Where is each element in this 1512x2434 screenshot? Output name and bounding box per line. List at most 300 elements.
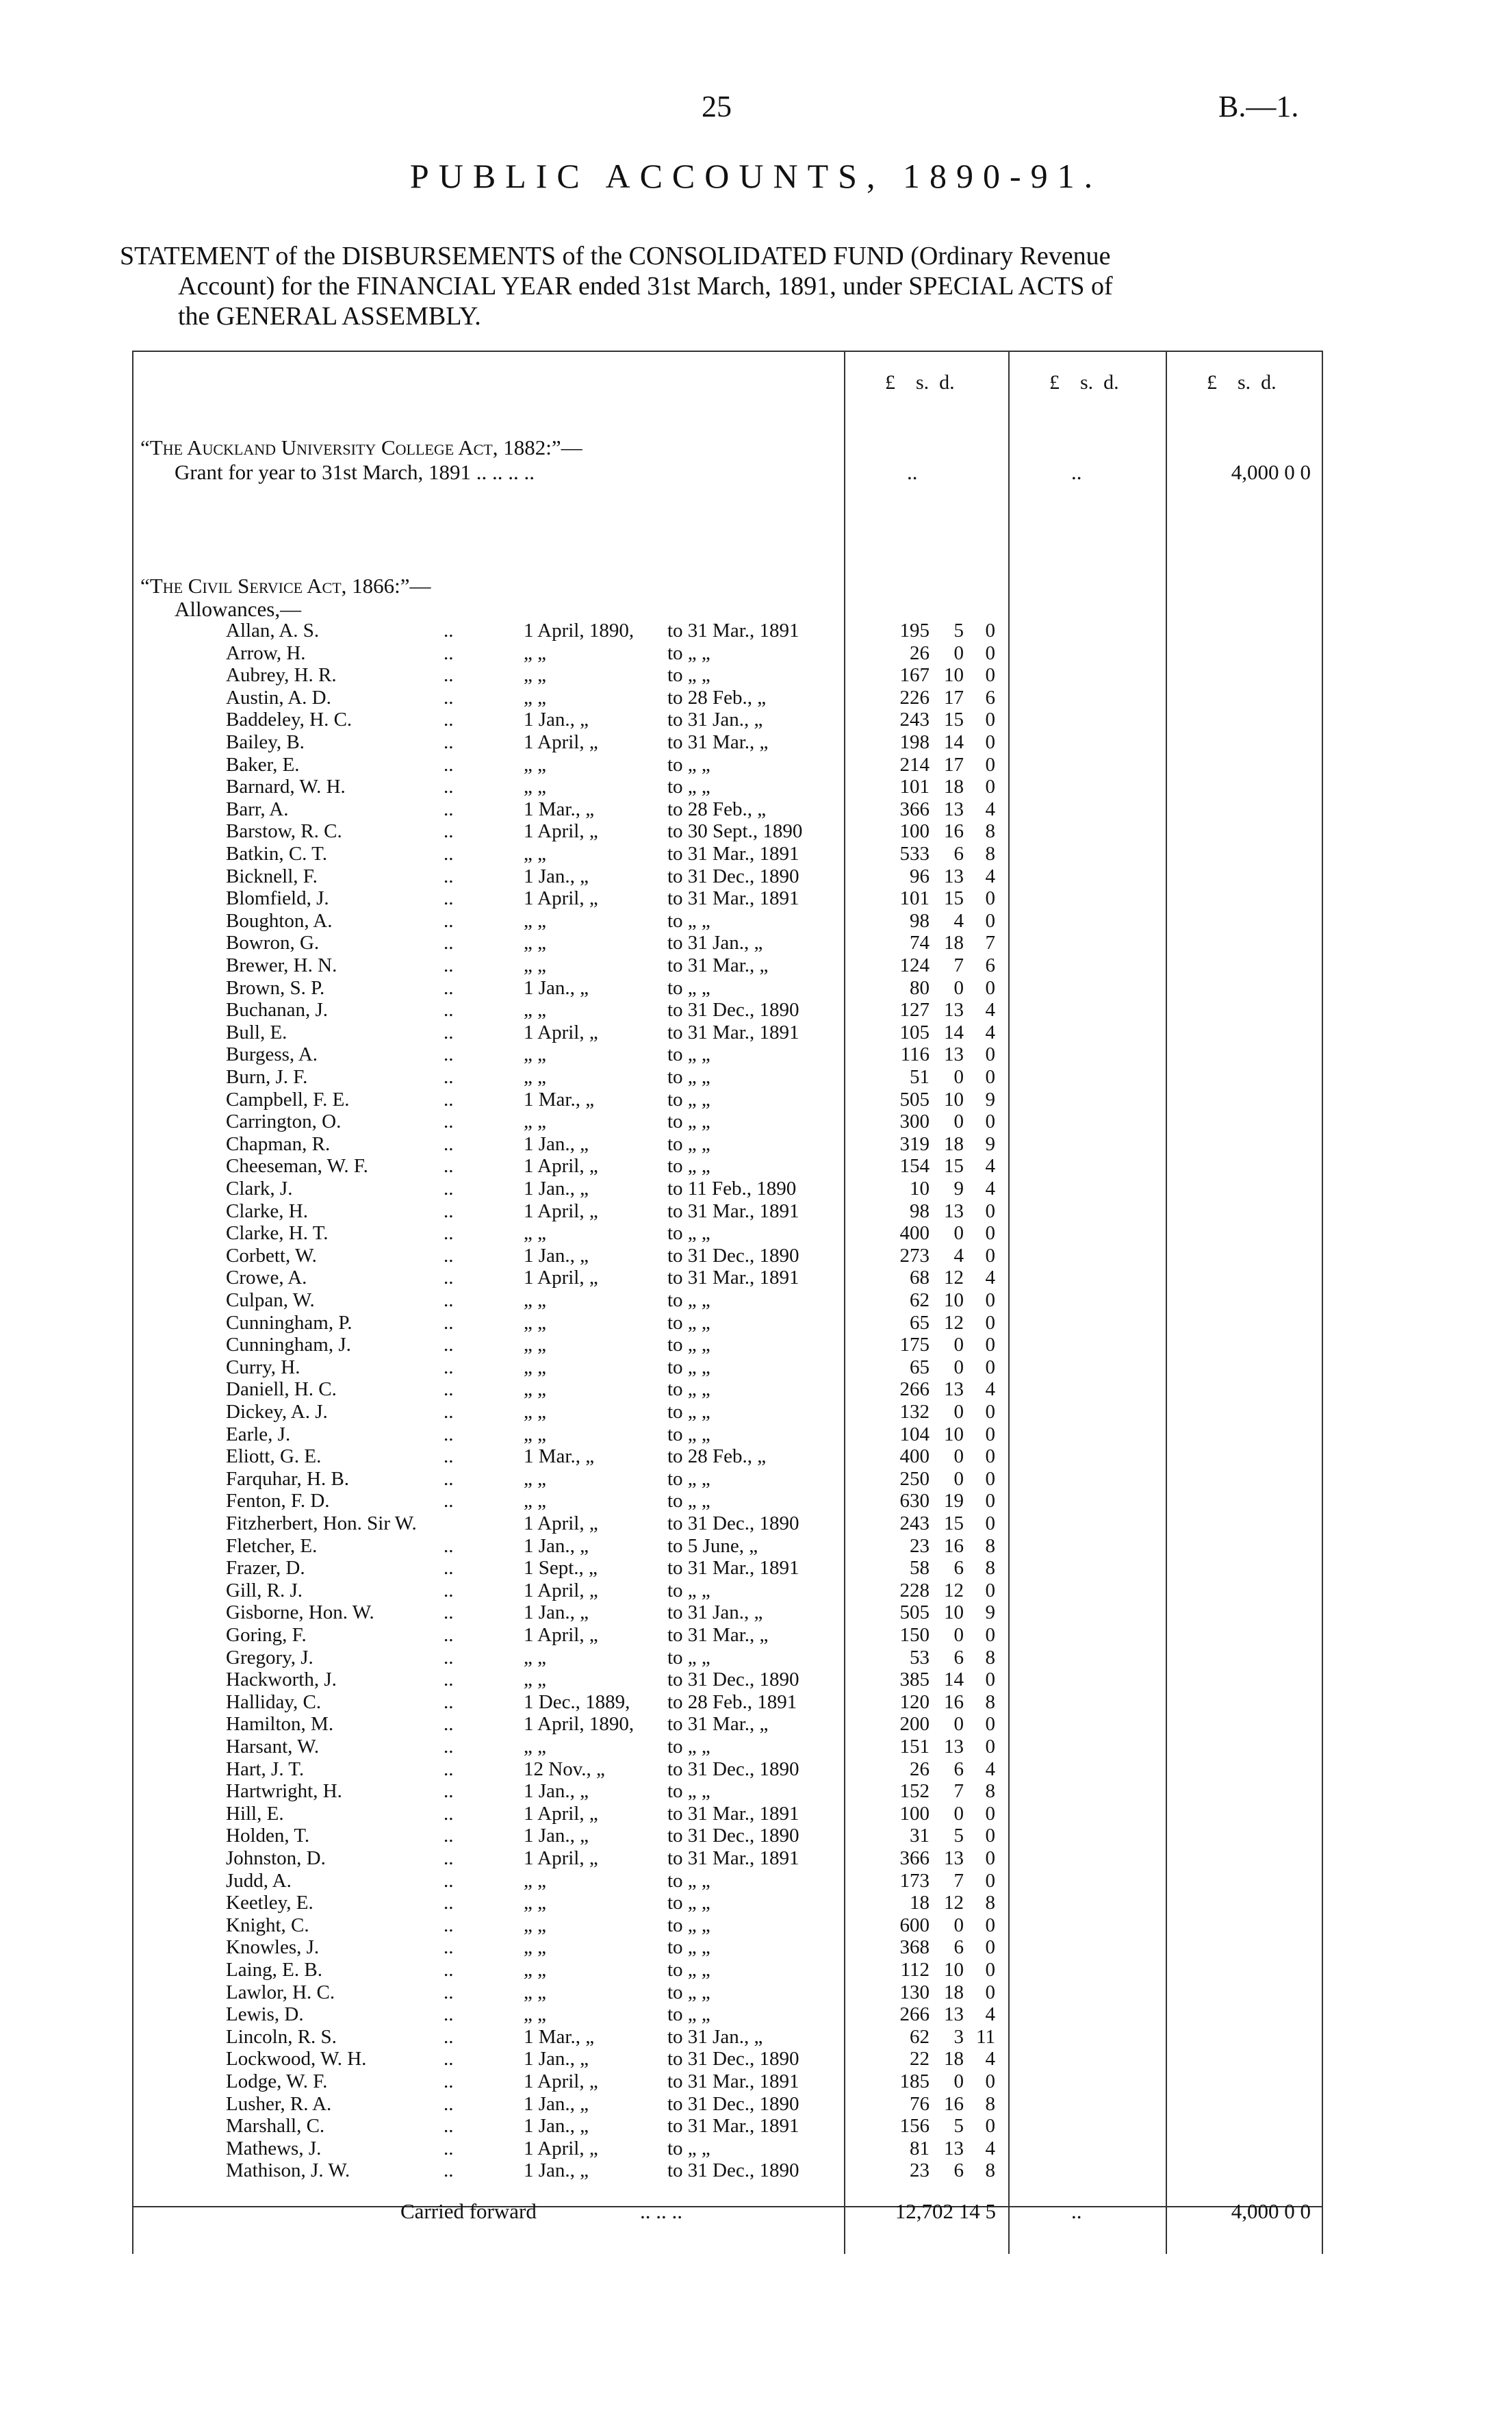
row-to: to „ „ [667,753,710,776]
row-pounds: 266 [899,1378,930,1401]
row-pence: 0 [985,1244,995,1267]
carried-forward-col2: .. [1071,2199,1082,2223]
row-name: Gisborne, Hon. W. [226,1601,374,1624]
auckland-dots-col2: .. [1071,460,1082,484]
row-dots: .. [444,1378,454,1401]
row-pence: 4 [985,999,995,1022]
row-name: Cheeseman, W. F. [226,1155,368,1178]
row-pounds: 195 [899,620,930,642]
row-name: Earle, J. [226,1423,291,1445]
row-pounds: 130 [899,1981,930,2003]
page-title: PUBLIC ACCOUNTS, 1890-91. [409,157,1103,195]
row-from: „ „ [524,686,546,709]
row-dots: .. [444,1802,454,1825]
row-pounds: 100 [899,820,930,843]
row-pence: 0 [985,1847,995,1869]
row-shillings: 4 [953,909,964,932]
row-pounds: 23 [910,1534,930,1557]
table-row [0,1691,1512,1714]
table-row [0,1914,1512,1937]
row-name: Baddeley, H. C. [226,709,353,731]
row-shillings: 7 [953,1869,964,1892]
row-to: to 31 Mar., „ [667,1713,769,1736]
row-pounds: 31 [910,1825,930,1847]
row-to: to „ „ [667,1936,710,1959]
row-pence: 0 [985,709,995,731]
row-dots: .. [444,1624,454,1646]
row-name: Brown, S. P. [226,976,325,999]
row-from: 1 Sept., „ [524,1557,598,1580]
row-from: 1 April, „ [524,887,598,910]
row-shillings: 9 [953,1178,964,1200]
row-pounds: 167 [899,664,930,687]
table-row [0,2159,1512,2182]
total-rule [132,2206,1323,2207]
row-shillings: 0 [953,1066,964,1088]
row-shillings: 0 [953,2070,964,2092]
row-from: 1 Jan., „ [524,2092,589,2115]
table-row [0,709,1512,731]
row-shillings: 14 [944,1669,964,1691]
row-name: Daniell, H. C. [226,1378,337,1401]
row-name: Arrow, H. [226,642,306,664]
table-row [0,1222,1512,1245]
row-from: „ „ [524,1378,546,1401]
row-pence: 0 [985,1445,995,1468]
row-name: Lewis, D. [226,2003,304,2026]
row-dots: .. [444,1132,454,1155]
row-from: „ „ [524,1981,546,2003]
row-shillings: 13 [944,1043,964,1066]
row-pounds: 22 [910,2048,930,2070]
carried-forward-col3: 4,000 0 0 [1231,2199,1311,2223]
row-shillings: 6 [953,1646,964,1669]
row-dots: .. [444,2025,454,2048]
row-from: 1 Jan., „ [524,1601,589,1624]
row-shillings: 13 [944,2137,964,2159]
row-name: Judd, A. [226,1869,292,1892]
row-shillings: 0 [953,1445,964,1468]
table-row [0,1825,1512,1847]
row-to: to 28 Feb., „ [667,1445,767,1468]
row-name: Hackworth, J. [226,1669,337,1691]
table-row [0,1043,1512,1066]
table-row [0,1624,1512,1647]
row-name: Carrington, O. [226,1111,342,1133]
row-pence: 0 [985,1802,995,1825]
row-name: Brewer, H. N. [226,954,337,976]
page-number: 25 [702,90,732,123]
row-to: to 28 Feb., „ [667,798,767,820]
row-pence: 0 [985,2070,995,2092]
row-name: Aubrey, H. R. [226,664,337,687]
table-row [0,1245,1512,1267]
row-pounds: 132 [899,1401,930,1423]
row-from: 1 Jan., „ [524,1534,589,1557]
row-from: 1 Jan., „ [524,2048,589,2070]
row-pence: 0 [985,1066,995,1088]
row-dots: .. [444,1267,454,1289]
row-dots: .. [444,1222,454,1245]
row-to: to 31 Mar., 1891 [667,1847,799,1869]
table-row [0,2138,1512,2160]
row-to: to „ „ [667,1981,710,2003]
row-shillings: 10 [944,1088,964,1111]
row-pence: 8 [985,1690,995,1713]
table-row [0,1892,1512,1914]
row-to: to „ „ [667,1111,710,1133]
row-shillings: 14 [944,731,964,753]
row-dots: .. [444,865,454,887]
table-row [0,687,1512,709]
row-shillings: 18 [944,1981,964,2003]
row-name: Keetley, E. [226,1892,313,1914]
row-pounds: 185 [899,2070,930,2092]
row-shillings: 10 [944,1601,964,1624]
row-pence: 0 [985,753,995,776]
row-name: Harsant, W. [226,1736,320,1758]
row-to: to „ „ [667,1222,710,1245]
row-pounds: 101 [899,776,930,798]
row-from: 1 April, „ [524,2070,598,2092]
row-from: „ „ [524,1289,546,1311]
row-pounds: 319 [899,1132,930,1155]
row-from: „ „ [524,753,546,776]
row-shillings: 5 [953,620,964,642]
row-to: to 31 Jan., „ [667,709,763,731]
row-name: Lockwood, W. H. [226,2048,367,2070]
row-from: „ „ [524,1646,546,1669]
row-shillings: 0 [953,1111,964,1133]
row-shillings: 12 [944,1311,964,1334]
row-to: to 31 Mar., 1891 [667,1267,799,1289]
row-pounds: 120 [899,1690,930,1713]
row-pounds: 366 [899,798,930,820]
row-pence: 8 [985,2092,995,2115]
row-to: to 31 Mar., „ [667,954,769,976]
row-to: to 31 Dec., 1890 [667,2048,799,2070]
row-dots: .. [444,1669,454,1691]
table-row [0,2115,1512,2138]
row-name: Barnard, W. H. [226,776,346,798]
row-from: 1 Jan., „ [524,976,589,999]
row-pounds: 112 [900,1959,930,1981]
row-name: Mathews, J. [226,2137,322,2159]
row-to: to „ „ [667,1646,710,1669]
row-from: „ „ [524,1111,546,1133]
row-pounds: 250 [899,1467,930,1490]
row-shillings: 6 [953,1758,964,1780]
row-from: „ „ [524,1869,546,1892]
row-to: to „ „ [667,976,710,999]
row-dots: .. [444,642,454,664]
row-name: Fletcher, E. [226,1534,318,1557]
row-pence: 0 [985,1401,995,1423]
row-shillings: 0 [953,1624,964,1646]
row-to: to 31 Mar., „ [667,1624,769,1646]
row-dots: .. [444,1758,454,1780]
table-row [0,1647,1512,1669]
row-pence: 0 [985,1869,995,1892]
row-pence: 0 [985,1579,995,1601]
row-shillings: 6 [953,1936,964,1959]
row-to: to „ „ [667,1043,710,1066]
table-row [0,1936,1512,1959]
table-row [0,1780,1512,1803]
row-dots: .. [444,1736,454,1758]
row-shillings: 18 [944,776,964,798]
row-from: 1 April, 1890, [524,620,635,642]
row-shillings: 7 [953,954,964,976]
row-shillings: 0 [953,976,964,999]
table-row [0,1468,1512,1491]
row-from: „ „ [524,1936,546,1959]
row-to: to „ „ [667,1378,710,1401]
row-from: 1 April, 1890, [524,1713,635,1736]
row-pence: 0 [985,1669,995,1691]
row-name: Lawlor, H. C. [226,1981,335,2003]
row-to: to „ „ [667,1311,710,1334]
row-name: Holden, T. [226,1825,310,1847]
row-from: 1 Jan., „ [524,709,589,731]
row-pence: 4 [985,1267,995,1289]
row-shillings: 18 [944,1132,964,1155]
auckland-dots-col1: .. [907,460,918,484]
row-from: „ „ [524,999,546,1022]
row-shillings: 16 [944,1534,964,1557]
row-from: 1 Jan., „ [524,2115,589,2138]
table-row [0,664,1512,687]
row-name: Boughton, A. [226,909,333,932]
row-dots: .. [444,1780,454,1803]
row-pence: 0 [985,2115,995,2138]
row-pounds: 400 [899,1222,930,1245]
table-row [0,1512,1512,1535]
row-pounds: 116 [900,1043,930,1066]
row-pence: 0 [985,1289,995,1311]
row-dots: .. [444,1155,454,1178]
row-dots: .. [444,1244,454,1267]
row-to: to „ „ [667,909,710,932]
row-pence: 0 [985,1624,995,1646]
row-to: to „ „ [667,1155,710,1178]
row-from: „ „ [524,642,546,664]
row-pounds: 228 [899,1579,930,1601]
row-name: Barstow, R. C. [226,820,342,843]
row-dots: .. [444,1111,454,1133]
row-pence: 0 [985,1311,995,1334]
row-from: „ „ [524,1222,546,1245]
row-from: 1 April, „ [524,1512,598,1534]
row-shillings: 15 [944,1512,964,1534]
row-pounds: 65 [910,1356,930,1378]
row-name: Eliott, G. E. [226,1445,322,1468]
row-to: to „ „ [667,776,710,798]
row-to: to „ „ [667,664,710,687]
row-dots: .. [444,909,454,932]
row-from: 1 Jan., „ [524,1825,589,1847]
row-name: Crowe, A. [226,1267,307,1289]
allowances-heading: Allowances,— [175,597,302,621]
row-shillings: 10 [944,1289,964,1311]
row-dots: .. [444,1713,454,1736]
row-shillings: 13 [944,1200,964,1222]
table-row [0,1178,1512,1200]
row-pence: 0 [985,1423,995,1445]
row-name: Hamilton, M. [226,1713,334,1736]
row-pounds: 266 [899,2003,930,2026]
row-from: 1 Jan., „ [524,865,589,887]
row-dots: .. [444,798,454,820]
row-to: to 31 Jan., „ [667,932,763,954]
row-to: to 31 Mar., 1891 [667,843,799,865]
row-shillings: 0 [953,1222,964,1245]
row-dots: .. [444,1869,454,1892]
row-name: Mathison, J. W. [226,2159,350,2182]
row-pence: 4 [985,1758,995,1780]
row-to: to 31 Jan., „ [667,2025,763,2048]
row-pounds: 96 [910,865,930,887]
row-to: to 31 Mar., 1891 [667,1802,799,1825]
row-shillings: 12 [944,1579,964,1601]
row-dots: .. [444,1646,454,1669]
row-name: Knowles, J. [226,1936,320,1959]
row-to: to 31 Mar., 1891 [667,887,799,910]
statement-line-3: the GENERAL ASSEMBLY. [178,302,481,331]
row-pounds: 76 [910,2092,930,2115]
row-pounds: 81 [910,2137,930,2159]
row-name: Knight, C. [226,1914,309,1936]
row-pence: 0 [985,1222,995,1245]
row-to: to „ „ [667,642,710,664]
row-pounds: 53 [910,1646,930,1669]
row-name: Lodge, W. F. [226,2070,328,2092]
row-shillings: 14 [944,1021,964,1043]
row-shillings: 0 [953,1713,964,1736]
row-pounds: 385 [899,1669,930,1691]
table-row [0,1669,1512,1691]
row-name: Blomfield, J. [226,887,329,910]
row-pence: 0 [985,1936,995,1959]
row-shillings: 10 [944,1423,964,1445]
row-to: to „ „ [667,1892,710,1914]
row-from: „ „ [524,1914,546,1936]
row-dots: .. [444,887,454,910]
row-from: 1 Mar., „ [524,798,595,820]
row-from: 1 April, „ [524,1021,598,1043]
row-pence: 0 [985,1490,995,1512]
row-dots: .. [444,753,454,776]
table-row [0,1378,1512,1401]
row-from: 1 April, „ [524,1200,598,1222]
row-to: to „ „ [667,1088,710,1111]
row-pounds: 26 [910,1758,930,1780]
row-from: 1 Mar., „ [524,2025,595,2048]
row-to: to „ „ [667,1579,710,1601]
row-shillings: 13 [944,2003,964,2026]
table-row [0,642,1512,665]
row-shillings: 13 [944,798,964,820]
row-shillings: 12 [944,1267,964,1289]
row-to: to 31 Mar., „ [667,731,769,753]
row-name: Batkin, C. T. [226,843,327,865]
row-dots: .. [444,1401,454,1423]
row-dots: .. [444,1088,454,1111]
table-row [0,1981,1512,2004]
table-row [0,932,1512,954]
table-row [0,820,1512,843]
row-pounds: 533 [899,843,930,865]
row-to: to 31 Mar., 1891 [667,1557,799,1580]
row-shillings: 13 [944,1847,964,1869]
row-dots: .. [444,1959,454,1981]
row-to: to „ „ [667,1914,710,1936]
row-shillings: 13 [944,1736,964,1758]
row-shillings: 17 [944,753,964,776]
row-name: Hart, J. T. [226,1758,305,1780]
row-from: 1 Mar., „ [524,1445,595,1468]
row-pence: 9 [985,1132,995,1155]
row-shillings: 0 [953,1467,964,1490]
row-pence: 8 [985,1557,995,1580]
row-to: to „ „ [667,1132,710,1155]
row-pence: 9 [985,1601,995,1624]
row-shillings: 10 [944,664,964,687]
row-from: 1 April, „ [524,1579,598,1601]
row-name: Burgess, A. [226,1043,318,1066]
row-dots: .. [444,932,454,954]
row-to: to 5 June, „ [667,1534,758,1557]
row-pounds: 505 [899,1088,930,1111]
row-pounds: 198 [899,731,930,753]
table-row [0,1066,1512,1089]
row-shillings: 13 [944,1378,964,1401]
row-from: 1 April, „ [524,731,598,753]
row-to: to 31 Dec., 1890 [667,1244,799,1267]
row-pence: 4 [985,1378,995,1401]
row-pence: 8 [985,843,995,865]
row-dots: .. [444,1490,454,1512]
row-to: to „ „ [667,1401,710,1423]
row-to: to 31 Dec., 1890 [667,1825,799,1847]
row-from: „ „ [524,1423,546,1445]
row-pence: 7 [985,932,995,954]
statement-line-1: STATEMENT of the DISBURSEMENTS of the CONSOLIDATED FUND (Ordinary Revenue [120,242,1111,270]
row-pence: 11 [976,2025,995,2048]
row-name: Clarke, H. T. [226,1222,329,1245]
row-pence: 0 [985,731,995,753]
row-from: 1 April, „ [524,1155,598,1178]
row-from: 1 Dec., 1889, [524,1690,630,1713]
row-shillings: 6 [953,843,964,865]
row-name: Buchanan, J. [226,999,328,1022]
table-row [0,798,1512,821]
row-name: Fitzherbert, Hon. Sir W. [226,1512,417,1534]
row-shillings: 0 [953,642,964,664]
row-shillings: 13 [944,999,964,1022]
row-dots: .. [444,1445,454,1468]
row-pounds: 154 [899,1155,930,1178]
table-row [0,1847,1512,1870]
row-to: to 31 Dec., 1890 [667,999,799,1022]
row-name: Frazer, D. [226,1557,305,1580]
row-to: to „ „ [667,1736,710,1758]
row-pounds: 152 [899,1780,930,1803]
table-row [0,1803,1512,1825]
row-name: Cunningham, J. [226,1334,351,1356]
row-to: to „ „ [667,1423,710,1445]
row-pounds: 105 [899,1021,930,1043]
